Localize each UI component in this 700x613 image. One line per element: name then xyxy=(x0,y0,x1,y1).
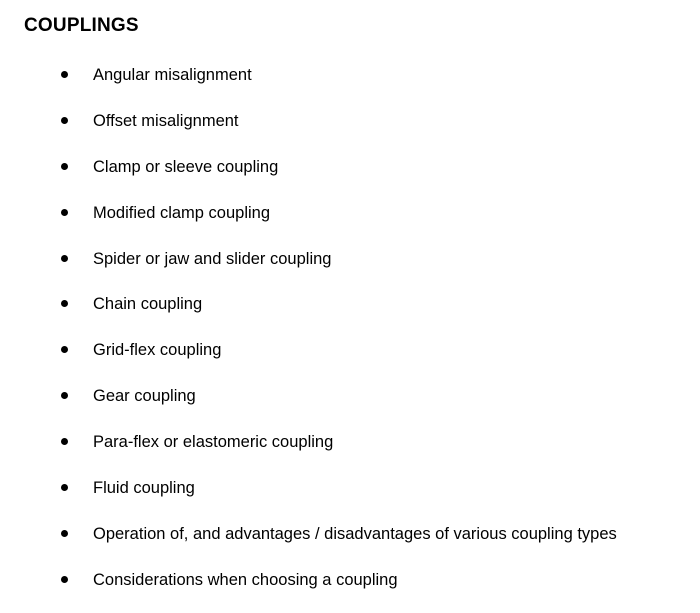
list-item xyxy=(0,475,700,521)
list-item xyxy=(0,337,700,383)
list-item-label: Considerations when choosing a coupling xyxy=(93,570,398,589)
bullet-icon xyxy=(61,71,68,78)
list-item-label: Para-flex or elastomeric coupling xyxy=(93,433,334,452)
bullet-icon xyxy=(61,163,68,170)
bullet-icon xyxy=(61,300,68,307)
bullet-icon xyxy=(61,255,68,262)
list-item xyxy=(0,154,700,200)
list-item-label: Modified clamp coupling xyxy=(93,203,271,222)
list-item xyxy=(0,62,700,108)
bullet-icon xyxy=(61,346,68,353)
list-item xyxy=(0,521,700,567)
list-item-label: Fluid coupling xyxy=(93,479,195,498)
list-item xyxy=(0,200,700,246)
list-item xyxy=(0,108,700,154)
list-item-label: Offset misalignment xyxy=(93,111,239,130)
list-item-label: Clamp or sleeve coupling xyxy=(93,157,279,176)
bullet-icon xyxy=(61,484,68,491)
bullet-icon xyxy=(61,576,68,583)
list-item xyxy=(0,383,700,429)
list-item-label: Operation of, and advantages / disadvantages of various coupling types xyxy=(93,524,617,543)
bullet-icon xyxy=(61,392,68,399)
topic-list xyxy=(0,62,700,613)
document-title: COUPLINGS xyxy=(24,15,139,36)
list-item xyxy=(0,567,700,613)
list-item-label: Gear coupling xyxy=(93,387,196,406)
list-item xyxy=(0,291,700,337)
bullet-icon xyxy=(61,438,68,445)
list-item-label: Chain coupling xyxy=(93,295,203,314)
list-item xyxy=(0,246,700,292)
bullet-icon xyxy=(61,117,68,124)
bullet-icon xyxy=(61,530,68,537)
bullet-icon xyxy=(61,209,68,216)
list-item-label: Angular misalignment xyxy=(93,66,252,84)
list-item-label: Grid-flex coupling xyxy=(93,341,222,360)
list-item-label: Spider or jaw and slider coupling xyxy=(93,249,332,268)
list-item xyxy=(0,429,700,475)
